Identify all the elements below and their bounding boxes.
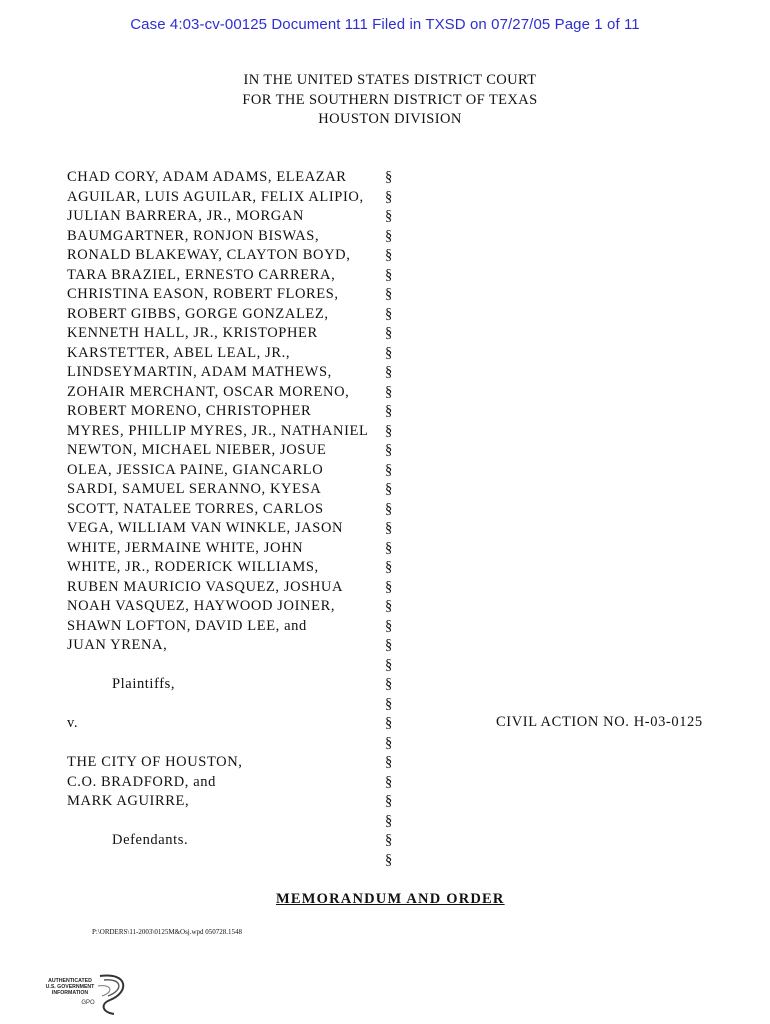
section-symbol: § xyxy=(385,812,393,829)
caption-spacer xyxy=(67,695,368,715)
plaintiff-name-line: KARSTETTER, ABEL LEAL, JR., xyxy=(67,344,291,361)
section-symbol: § xyxy=(385,656,393,673)
defendant-name-line: MARK AGUIRRE, xyxy=(67,793,190,809)
section-symbol: § xyxy=(385,481,393,497)
plaintiff-name-line: RONALD BLAKEWAY, CLAYTON BOYD, xyxy=(67,247,351,263)
gpo-authenticated-seal-icon xyxy=(40,970,136,1016)
plaintiff-name-line: ZOHAIR MERCHANT, OSCAR MORENO, xyxy=(67,383,350,400)
plaintiff-name-line: ROBERT MORENO, CHRISTOPHER xyxy=(67,403,312,419)
gpo-seal-text-3: INFORMATION xyxy=(51,990,89,996)
section-symbol: § xyxy=(385,754,393,770)
plaintiff-name-line: AGUILAR, LUIS AGUILAR, FELIX ALIPIO, xyxy=(67,188,364,205)
court-heading xyxy=(0,71,770,130)
gpo-seal-text-1: AUTHENTICATED xyxy=(48,978,92,984)
section-symbol: § xyxy=(385,442,393,458)
section-symbol: § xyxy=(385,715,393,731)
caption-spacer xyxy=(67,656,368,676)
section-symbol: § xyxy=(385,227,393,244)
versus-label: v. xyxy=(67,715,79,731)
plaintiff-name-line: VEGA, WILLIAM VAN WINKLE, JASON xyxy=(67,520,344,536)
civil-action-number: CIVIL ACTION NO. H-03-0125 xyxy=(496,714,703,730)
section-symbol: § xyxy=(385,364,393,380)
plaintiff-name-line: BAUMGARTNER, RONJON BISWAS, xyxy=(67,227,320,244)
section-symbol: § xyxy=(385,559,393,575)
defendants-label: Defendants. xyxy=(112,832,189,848)
section-symbol: § xyxy=(385,578,393,595)
defendant-name-line: THE CITY OF HOUSTON, xyxy=(67,754,243,770)
section-symbol: § xyxy=(385,793,393,809)
plaintiff-name-line: NEWTON, MICHAEL NIEBER, JOSUE xyxy=(67,442,327,458)
filing-header: Case 4:03-cv-00125 Document 111 Filed in TXSD on 07/27/05 Page 1 of 11 xyxy=(130,16,640,33)
plaintiff-name-line: JULIAN BARRERA, JR., MORGAN xyxy=(67,208,304,224)
file-path-footer: P:\ORDERS\11-2003\0125M&Osj.wpd 050728.1548 xyxy=(92,928,243,936)
gpo-eagle-stroke-3 xyxy=(98,986,110,996)
section-symbol: § xyxy=(385,695,393,712)
plaintiff-name-line: SCOTT, NATALEE TORRES, CARLOS xyxy=(67,500,324,517)
section-symbol-column xyxy=(385,168,392,870)
section-symbol: § xyxy=(385,734,393,751)
caption-spacer xyxy=(67,734,368,754)
court-heading-line-1: IN THE UNITED STATES DISTRICT COURT xyxy=(243,72,537,88)
section-symbol: § xyxy=(385,676,393,692)
gpo-seal-text-2: U.S. GOVERNMENT xyxy=(45,984,95,990)
section-symbol: § xyxy=(385,325,393,341)
gpo-seal-label: GPO xyxy=(81,1000,95,1006)
plaintiff-name-line: TARA BRAZIEL, ERNESTO CARRERA, xyxy=(67,266,336,283)
plaintiff-names xyxy=(67,168,368,656)
section-symbol: § xyxy=(385,403,393,419)
defendant-name-line: C.O. BRADFORD, and xyxy=(67,773,216,790)
plaintiff-name-line: SHAWN LOFTON, DAVID LEE, and xyxy=(67,617,307,634)
plaintiff-name-line: JUAN YRENA, xyxy=(67,637,168,653)
section-symbol: § xyxy=(385,617,393,634)
section-symbol: § xyxy=(385,208,393,224)
section-symbol: § xyxy=(385,851,393,868)
section-symbol: § xyxy=(385,598,393,614)
section-symbol: § xyxy=(385,344,393,361)
section-symbol: § xyxy=(385,286,393,302)
section-symbol: § xyxy=(385,832,393,848)
plaintiff-name-line: LINDSEYMARTIN, ADAM MATHEWS, xyxy=(67,364,332,380)
plaintiff-name-line: WHITE, JERMAINE WHITE, JOHN xyxy=(67,539,304,556)
memorandum-title: MEMORANDUM AND ORDER xyxy=(276,891,505,907)
section-symbol: § xyxy=(385,773,393,790)
plaintiff-name-line: ROBERT GIBBS, GORGE GONZALEZ, xyxy=(67,305,329,322)
section-symbol: § xyxy=(385,247,393,263)
plaintiff-name-line: KENNETH HALL, JR., KRISTOPHER xyxy=(67,325,318,341)
section-symbol: § xyxy=(385,461,393,478)
court-heading-line-3: HOUSTON DIVISION xyxy=(318,111,462,128)
section-symbol: § xyxy=(385,188,393,205)
gpo-eagle-stroke-2 xyxy=(104,980,119,996)
plaintiff-name-line: MYRES, PHILLIP MYRES, JR., NATHANIEL xyxy=(67,422,369,439)
plaintiff-name-line: OLEA, JESSICA PAINE, GIANCARLO xyxy=(67,461,324,478)
section-symbol: § xyxy=(385,383,393,400)
section-symbol: § xyxy=(385,500,393,517)
plaintiff-name-line: WHITE, JR., RODERICK WILLIAMS, xyxy=(67,559,319,575)
section-symbol: § xyxy=(385,169,393,185)
caption-spacer xyxy=(67,812,368,832)
case-caption xyxy=(67,168,368,851)
section-symbol: § xyxy=(385,637,393,653)
plaintiff-name-line: NOAH VASQUEZ, HAYWOOD JOINER, xyxy=(67,598,336,614)
plaintiff-name-line: CHRISTINA EASON, ROBERT FLORES, xyxy=(67,286,339,302)
plaintiff-name-line: CHAD CORY, ADAM ADAMS, ELEAZAR xyxy=(67,169,347,185)
court-heading-line-2: FOR THE SOUTHERN DISTRICT OF TEXAS xyxy=(242,91,538,108)
section-symbol: § xyxy=(385,539,393,556)
plaintiff-name-line: RUBEN MAURICIO VASQUEZ, JOSHUA xyxy=(67,578,344,595)
section-symbol: § xyxy=(385,266,393,283)
section-symbol: § xyxy=(385,422,393,439)
section-symbol: § xyxy=(385,520,393,536)
plaintiff-name-line: SARDI, SAMUEL SERANNO, KYESA xyxy=(67,481,322,497)
section-symbol: § xyxy=(385,305,393,322)
defendant-names xyxy=(67,753,368,812)
plaintiffs-label: Plaintiffs, xyxy=(112,676,176,692)
